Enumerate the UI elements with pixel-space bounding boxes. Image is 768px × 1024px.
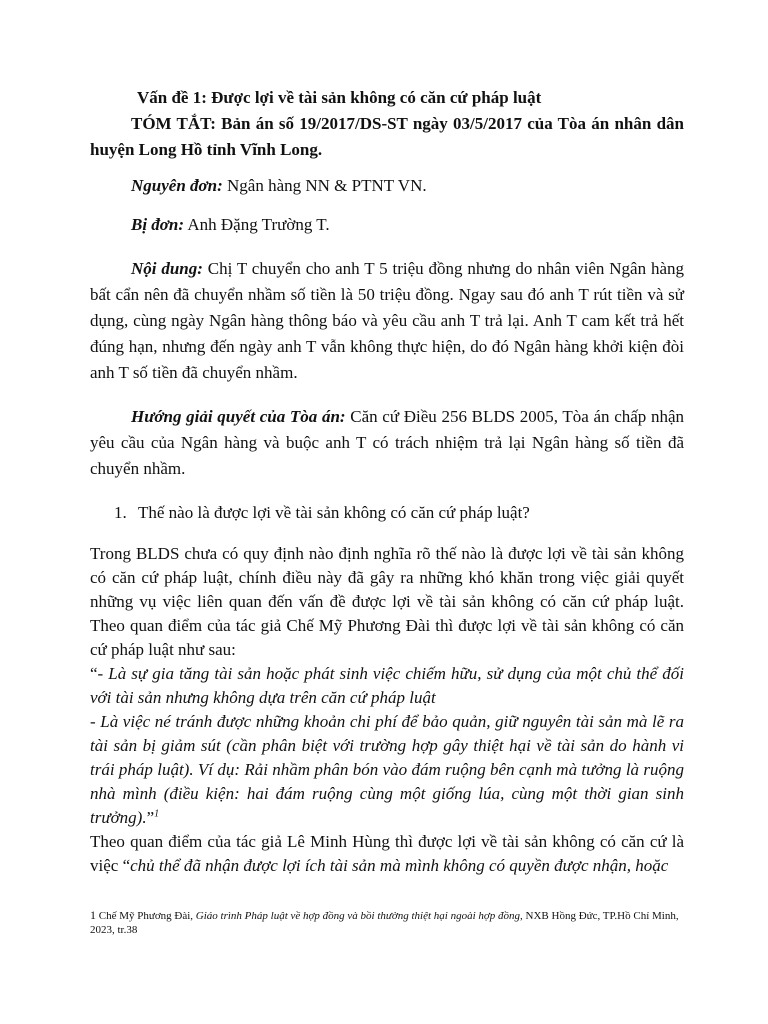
body-paragraph-2 [90, 830, 684, 878]
content-paragraph [90, 256, 684, 386]
quote-block [90, 662, 684, 830]
quote-open-mark: “ [90, 664, 98, 683]
quote-item-2-text: - Là việc né tránh được những khoản chi phí để bảo quản, giữ nguyên tài sản mà lẽ ra tài sản bị giảm sút (cần phân biệt với trường hợp gây thiệt hại về tài sản do hành vi trái pháp luật). Ví dụ: Rải nhầm phân bón vào đám ruộng bên cạnh mà tưởng là ruộng nhà mình (điều kiện: hai đám ruộng cùng một giống lúa, cùng một thời gian sinh trưởng). [90, 712, 684, 827]
resolution-text: Căn cứ Điều 256 BLDS 2005, Tòa án chấp nhận yêu cầu của Ngân hàng và buộc anh T có trách nhiệm trả lại Ngân hàng số tiền đã chuyển nhầm. [90, 407, 685, 478]
issue-title [90, 85, 684, 111]
body-paragraph-2-italic: chủ thể đã nhận được lợi ích tài sản mà mình không có quyền được nhận, hoặc [130, 856, 669, 875]
case-summary-text: TÓM TẮT: Bản án số 19/2017/DS-ST ngày 03/5/2017 của Tòa án nhân dân huyện Long Hồ tỉnh Vĩnh Long. [90, 114, 684, 159]
quote-close-mark: ” [146, 808, 155, 827]
quote-item-1-text: - Là sự gia tăng tài sản hoặc phát sinh việc chiếm hữu, sử dụng của một chủ thể đối với tài sản nhưng không dựa trên căn cứ pháp luật [90, 664, 684, 707]
footnote-author: Chế Mỹ Phương Đài, [96, 910, 196, 922]
resolution-paragraph [90, 404, 684, 482]
body-paragraph-2-start: Theo quan điểm của tác giả Lê Minh Hùng thì được lợi về tài sản không có căn cứ là việc “ [90, 832, 684, 875]
question-text: Thế nào là được lợi về tài sản không có căn cứ pháp luật? [138, 503, 530, 522]
footnote-publisher: , NXB Hồng Đức, TP.Hồ Chí Minh, 2023, tr.38 [90, 910, 679, 936]
defendant-line [90, 212, 684, 238]
defendant-label: Bị đơn: [131, 215, 185, 234]
quote-item-2 [90, 710, 684, 830]
footnote-reference[interactable]: 1 [154, 808, 160, 820]
body-paragraph-1: Trong BLDS chưa có quy định nào định nghĩa rõ thế nào là được lợi về tài sản không có căn cứ pháp luật, chính điều này đã gây ra những khó khăn trong việc giải quyết những vụ việc liên quan đến vấn đề được lợi về tài sản không có căn cứ pháp luật. Theo quan điểm của tác giả Chế Mỹ Phương Đài thì được lợi về tài sản không có căn cứ pháp luật như sau: [90, 544, 684, 659]
case-summary [90, 111, 684, 163]
plaintiff-value: Ngân hàng NN & PTNT VN. [222, 176, 427, 195]
body-section [90, 542, 684, 878]
content-label: Nội dung: [131, 259, 203, 278]
resolution-label: Hướng giải quyết của Tòa án: [131, 407, 346, 426]
plaintiff-label: Nguyên đơn: [131, 176, 223, 195]
defendant-value: Anh Đặng Trường T. [184, 215, 330, 234]
quote-item-1 [90, 662, 684, 710]
footnote-number: 1 [90, 908, 96, 922]
question-number: 1. [114, 503, 127, 522]
issue-title-text: Vấn đề 1: Được lợi về tài sản không có căn cứ pháp luật [137, 88, 542, 107]
footnote [90, 908, 684, 937]
content-text: Chị T chuyển cho anh T 5 triệu đồng nhưng do nhân viên Ngân hàng bất cẩn nên đã chuyển nhầm số tiền là 50 triệu đồng. Ngay sau đó anh T rút tiền và sử dụng, cùng ngày Ngân hàng thông báo và yêu cầu anh T trả lại. Anh T cam kết trả hết đúng hạn, nhưng đến ngày anh T vẫn không thực hiện, do đó Ngân hàng khởi kiện đòi anh T số tiền đã chuyển nhầm. [90, 259, 684, 382]
question-item [90, 500, 684, 526]
footnote-title: Giáo trình Pháp luật về hợp đồng và bồi thường thiệt hại ngoài hợp đồng [195, 910, 521, 922]
plaintiff-line [90, 173, 684, 199]
